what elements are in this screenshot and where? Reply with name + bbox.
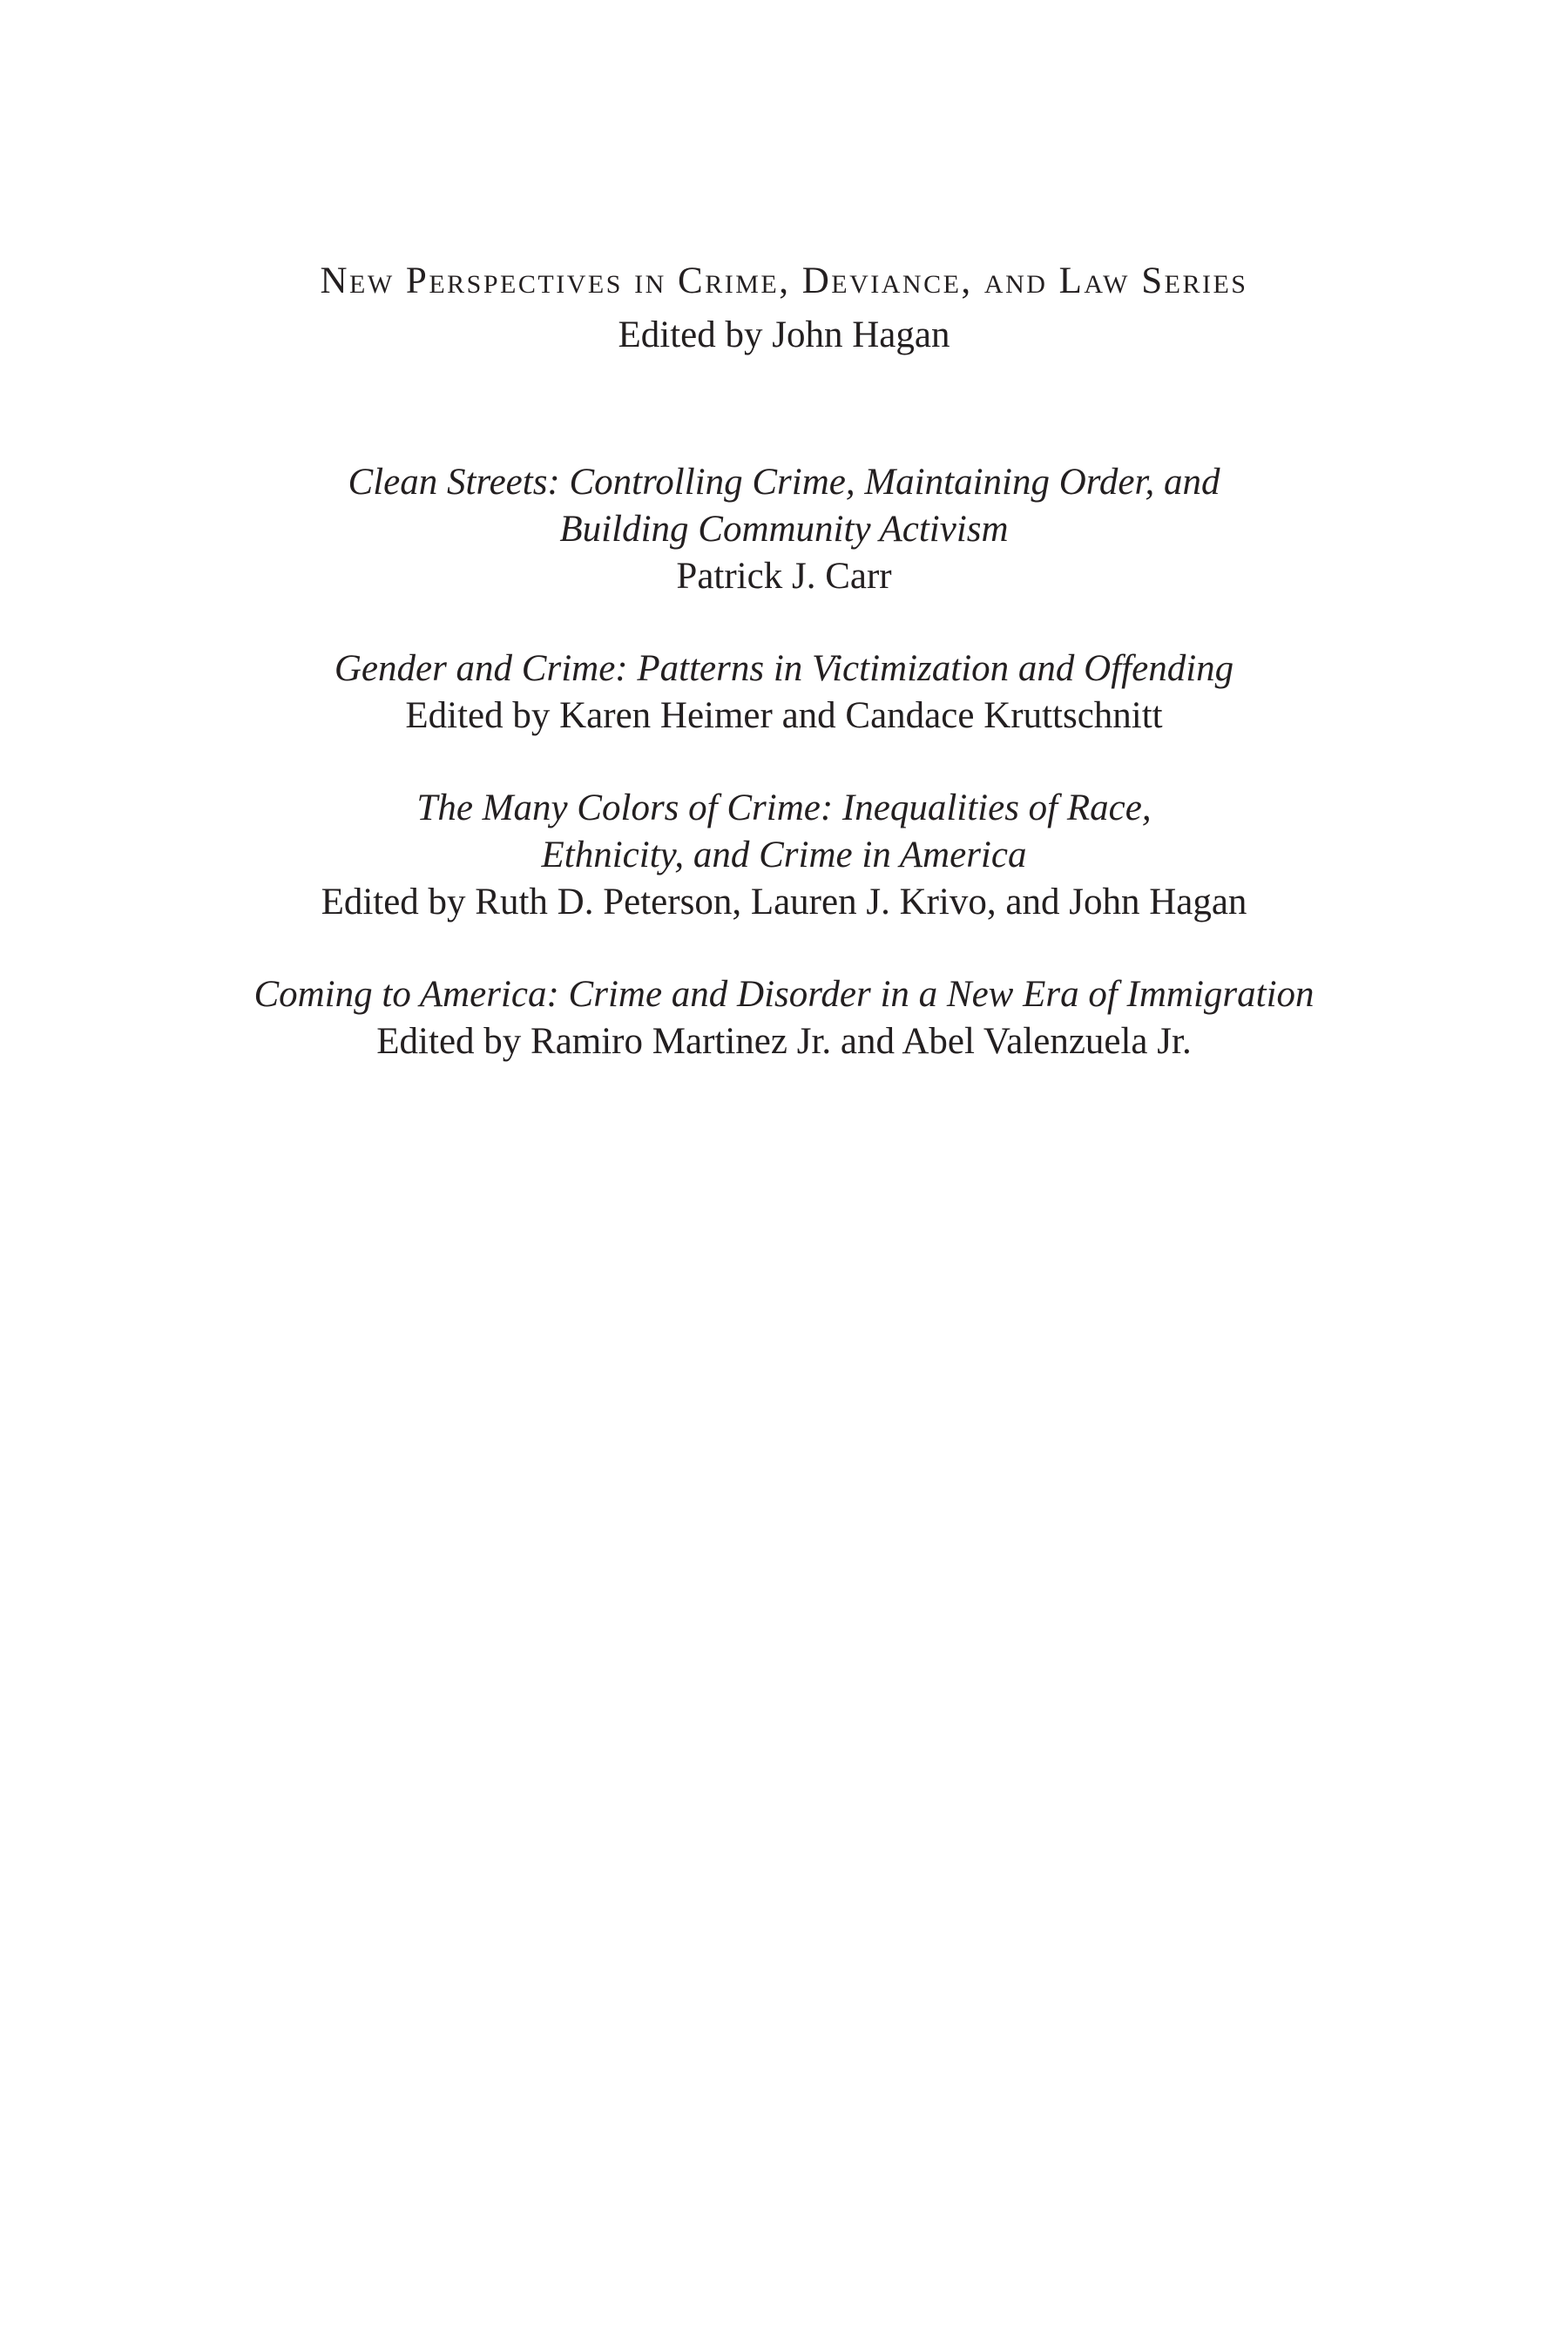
book-credit: Patrick J. Carr	[676, 556, 892, 597]
book-entry	[0, 785, 1568, 926]
book-title-line: Ethnicity, and Crime in America	[541, 835, 1027, 875]
book-title-line: Building Community Activism	[559, 509, 1009, 550]
book-credit: Edited by Karen Heimer and Candace Kruttschnitt	[405, 695, 1163, 736]
book-list	[0, 459, 1568, 1111]
book-title-line: Coming to America: Crime and Disorder in a New Era of Immigration	[253, 974, 1315, 1015]
book-credit: Edited by Ruth D. Peterson, Lauren J. Krivo, and John Hagan	[321, 882, 1247, 923]
book-entry	[0, 971, 1568, 1065]
book-entry	[0, 459, 1568, 600]
series-title: New Perspectives in Crime, Deviance, and Law Series	[320, 260, 1248, 301]
book-credit: Edited by Ramiro Martinez Jr. and Abel Valenzuela Jr.	[376, 1021, 1192, 1062]
book-title-line: Clean Streets: Controlling Crime, Maintaining Order, and	[348, 462, 1220, 503]
series-editor: Edited by John Hagan	[618, 314, 950, 355]
book-entry	[0, 645, 1568, 740]
series-header	[0, 254, 1568, 362]
book-title-line: The Many Colors of Crime: Inequalities of Race,	[416, 787, 1152, 828]
book-title-line: Gender and Crime: Patterns in Victimization and Offending	[334, 648, 1234, 689]
